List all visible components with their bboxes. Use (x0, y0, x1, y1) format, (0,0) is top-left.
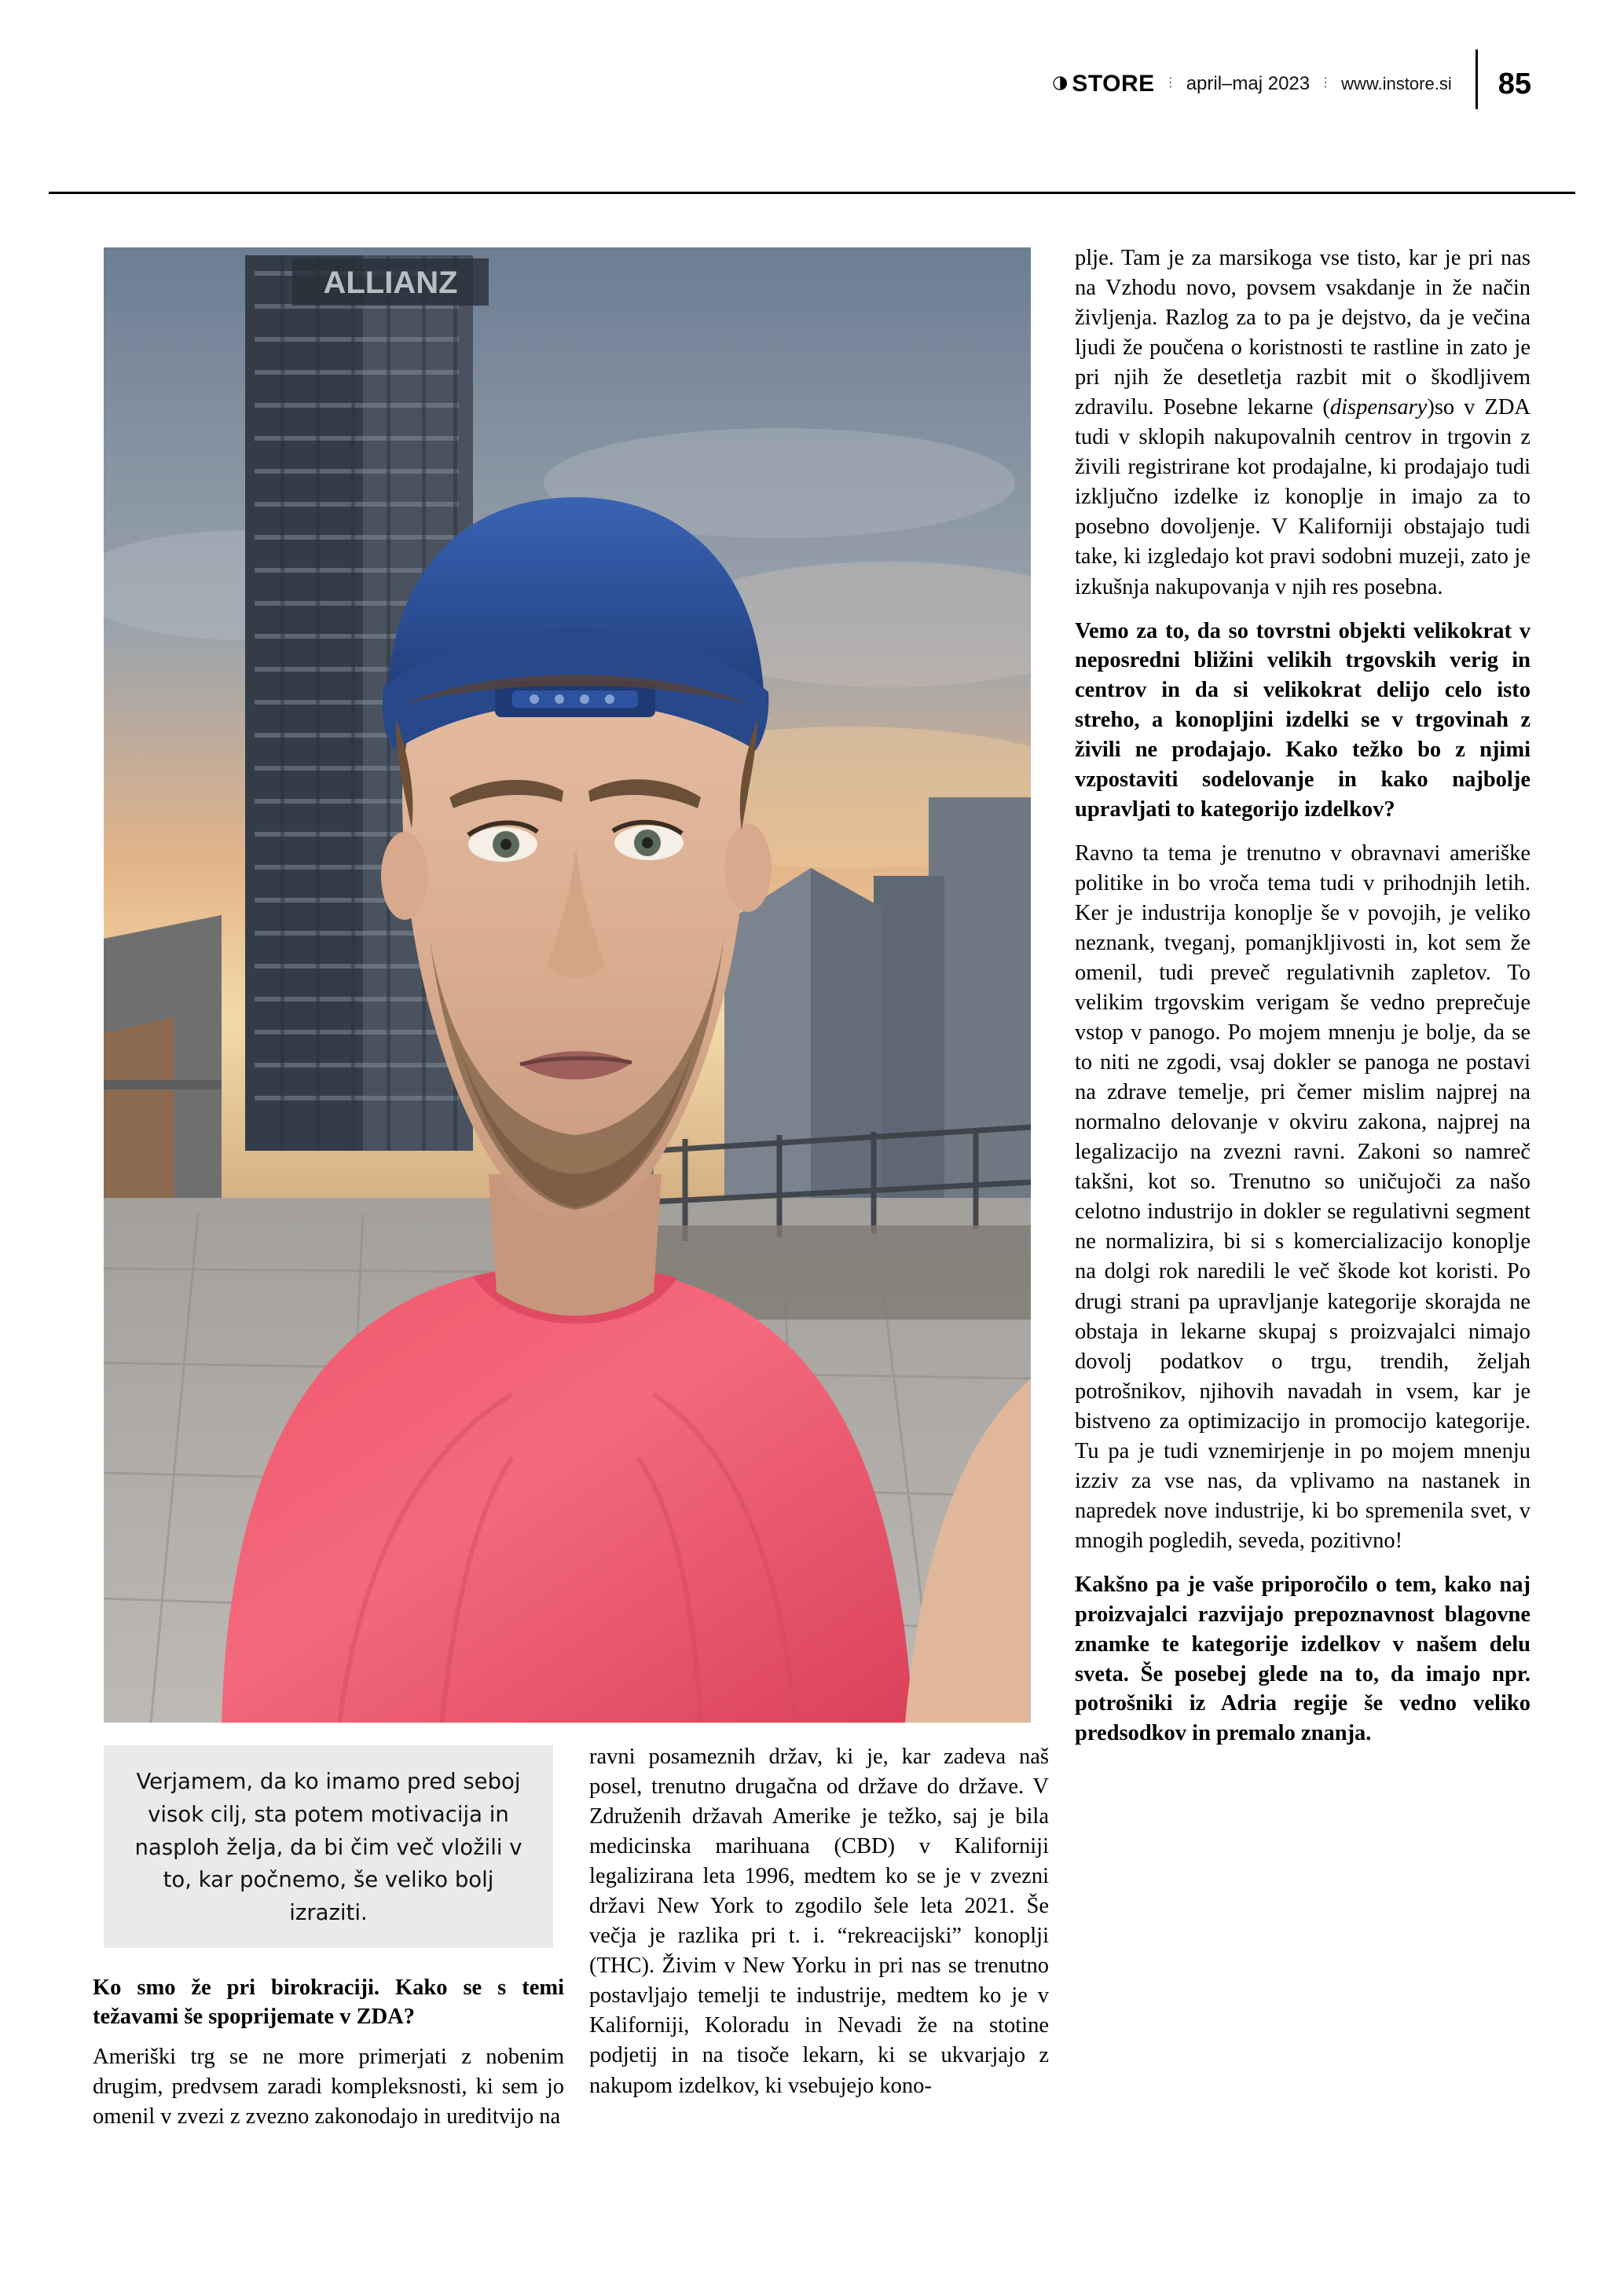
header-separator-1: ⋮ (1164, 76, 1177, 90)
magazine-logo: STORE (1072, 71, 1155, 97)
question-text: Ko smo že pri birokraciji. Kako se s temi težavami še spoprijemate v ZDA? (93, 1976, 564, 2030)
interview-question-3 (1075, 1570, 1531, 1749)
pull-quote-text: Verjamem, da ko imamo pred seboj visok cilj, sta potem motivacija in nasploh želja, da bi čim več vložili v to, kar počnemo, še veliko bolj izraziti. (134, 1769, 522, 1926)
paragraph-part-b: )so v ZDA tudi v sklopih nakupovalnih centrov in trgovin z živili registrirane kot prodajalne, ki prodajajo tudi izključno izdelke iz konoplje in imajo za to posebno dovoljenje. V Kaliforniji obstajajo tudi take, ki izgledajo kot pravi sodobni muzeji, zato je izkušnja nakupovanja v njih res posebna. (1075, 395, 1531, 599)
column-middle (589, 1742, 1049, 2101)
body-paragraph: ravni posameznih držav, ki je, kar zadeva naš posel, trenutno drugačna od države do države. V Združenih državah Amerike je težko, saj je bila medicinska marihuana (CBD) v Kaliforniji legalizirana leta 1996, medtem ko se je v zvezni državi New York to zgodilo šele leta 2021. Še večja je razlika pri t. i. “rekreacijski” konoplji (THC). Živim v New Yorku in pri nas se trenutno postavljajo temelji te industrije, medtem ko je v Kaliforniji, Koloradu in Nevadi že na stotine podjetij in na tisoče lekarn, ki se ukvarjajo z nakupom izdelkov, ki vsebujejo kono- (589, 1745, 1049, 2098)
building-sign-text: ALLIANZ (323, 265, 458, 300)
interview-question-2 (1075, 617, 1531, 825)
site-url: www.instore.si (1341, 74, 1452, 93)
italic-term: dispensary (1329, 395, 1428, 420)
issue-date: april–maj 2023 (1186, 73, 1311, 94)
header-inner (1052, 57, 1531, 112)
body-paragraph: Ravno ta tema je trenutno v obravnavi ameriške politike in bo vroča tema tudi v prihodnjih letih. Ker je industrija konoplje še v povojih, je veliko neznank, tveganj, pomanjkljivosti in, kot sem že omenil, tudi preveč regulativnih zapletov. To velikim trgovskim verigam še vedno preprečuje vstop v panogo. Po mojem mnenju je bolje, da se to niti ne zgodi, vsaj dokler se panoga ne postavi na zdrave temelje, pri čemer mislim najprej na normalno delovanje v okviru zakona, najprej na legalizacijo na zvezni ravni. Zakoni so namreč takšni, kot so. Trenutno so uničujoči za našo celotno industrijo in dokler se regulativni segment ne normalizira, bi si s komercializacijo konoplje na dolgi rok naredili le več škode kot koristi. Po drugi strani pa upravljanje kategorije skorajda ne obstaja in lekarne skupaj s proizvajalci nimajo dovolj podatkov o trgu, trendih, željah potrošnikov, njihovih navadah in vsem, kar je bistveno za optimizacijo in promocijo kategorije. Tu pa je tudi vznemirjenje in po mojem mnenju izziv za vse nas, da vplivamo na nastanek in napredek nove industrije, ki bo spremenila svet, v mnogih pogledih, seveda, pozitivno! (1075, 840, 1531, 1553)
page-header (0, 57, 1624, 119)
store-logo-icon: ◑ (1052, 72, 1067, 93)
column-left (93, 1973, 564, 2132)
photo-illustration (104, 247, 1031, 1723)
body-paragraph: Ameriški trg se ne more primerjati z nobenim drugim, predvsem zaradi kompleksnosti, ki sem jo omenil v zvezi z zvezno zakonodajo in ureditvijo na (93, 2045, 564, 2129)
question-text: Kakšno pa je vaše priporočilo o tem, kako naj proizvajalci razvijajo prepoznavnost blagovne znamke te kategorije izdelkov v našem delu sveta. Še posebej glede na to, da imajo npr. potrošniki iz Adria regije še vedno veliko predsodkov in premalo znanja. (1075, 1572, 1531, 1746)
page-number: 85 (1498, 67, 1531, 101)
header-rule (49, 192, 1575, 194)
pull-quote (104, 1745, 553, 1948)
column-right (1075, 244, 1531, 1749)
header-divider (1476, 49, 1478, 109)
question-text: Vemo za to, da so tovrstni objekti velikokrat v neposredni bližini velikih trgovskih verig in centrov in da si velikokrat delijo celo isto streho, a konopljini izdelki se v trgovinah z živili ne prodajajo. Kako težko bo z njimi vzpostaviti sodelovanje in kako najbolje upravljati to kategorijo izdelkov? (1075, 618, 1531, 822)
interview-question-1 (93, 1973, 564, 2031)
paragraph-part-a: plje. Tam je za marsikoga vse tisto, kar je pri nas na Vzhodu novo, povsem vsakdanje in že način življenja. Razlog za to pa je dejstvo, da je večina ljudi že poučena o koristnosti te rastline in zato je pri njih že desetletja razbit mit o škodljivem zdravilu. Posebne lekarne ( (1075, 246, 1531, 420)
body-paragraph-continued (1075, 244, 1531, 602)
article-photo (104, 247, 1031, 1723)
header-separator-2: ⋮ (1319, 76, 1333, 90)
